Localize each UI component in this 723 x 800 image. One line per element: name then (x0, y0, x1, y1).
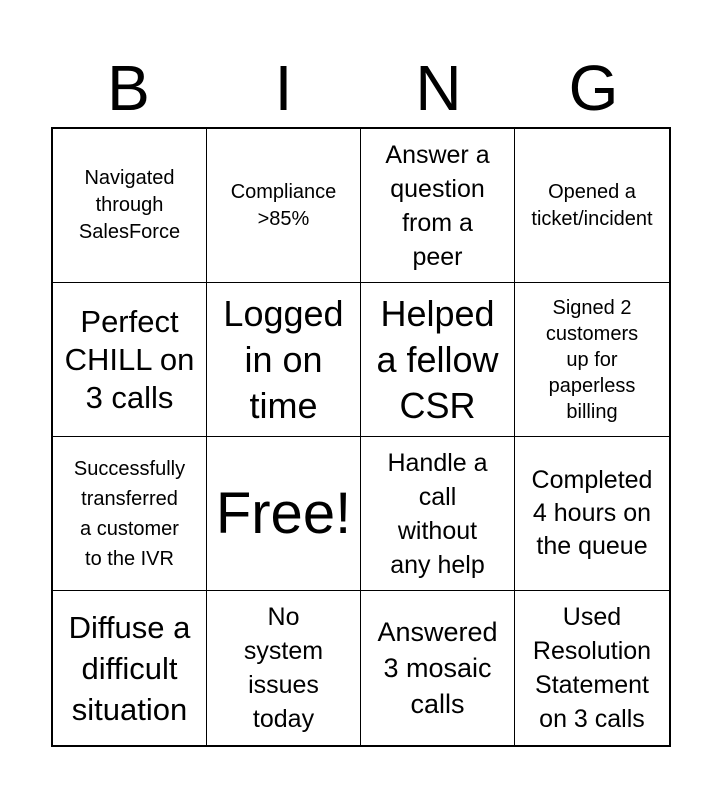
cell-text: Navigated through SalesForce (78, 167, 181, 243)
bingo-cell[interactable] (53, 591, 207, 745)
free-space-cell[interactable] (207, 437, 361, 591)
cell-text: Helped a fellow CSR (376, 292, 499, 426)
bingo-cell[interactable] (53, 129, 207, 283)
cell-text: Successfully transferred a customer to the IVR (73, 457, 186, 570)
bingo-cell[interactable] (207, 129, 361, 283)
bingo-cell[interactable] (515, 591, 669, 745)
cell-text: Perfect CHILL on 3 calls (64, 303, 195, 415)
cell-text: Handle a call without any help (387, 448, 488, 579)
bingo-cell[interactable] (53, 283, 207, 437)
cell-text: Compliance >85% (230, 180, 337, 230)
bingo-cell[interactable] (361, 283, 515, 437)
cell-text: Opened a ticket/incident (531, 180, 653, 230)
free-space-text: Free! (215, 480, 352, 546)
cell-text: Answered 3 mosaic calls (377, 617, 498, 719)
bingo-cell[interactable] (207, 591, 361, 745)
bingo-cell[interactable] (53, 437, 207, 591)
bingo-cell[interactable] (515, 283, 669, 437)
cell-text: Used Resolution Statement on 3 calls (532, 603, 652, 733)
bingo-cell[interactable] (361, 437, 515, 591)
bingo-cell[interactable] (361, 591, 515, 745)
header-letter-i: I (274, 52, 293, 124)
cell-text: No system issues today (243, 603, 324, 733)
bingo-cell[interactable] (207, 283, 361, 437)
bingo-header (51, 52, 671, 124)
header-letter-n: N (415, 52, 462, 124)
cell-text: Answer a question from a peer (385, 140, 490, 271)
bingo-cell[interactable] (515, 437, 669, 591)
cell-text: Completed 4 hours on the queue (531, 466, 653, 560)
bingo-cell[interactable] (515, 129, 669, 283)
cell-text: Diffuse a difficult situation (68, 609, 191, 727)
header-letter-b: B (107, 52, 150, 124)
cell-text: Logged in on time (223, 292, 344, 426)
cell-text: Signed 2 customers up for paperless billing (545, 296, 639, 423)
header-letter-g: G (568, 52, 619, 124)
bingo-grid (51, 127, 671, 747)
bingo-cell[interactable] (361, 129, 515, 283)
